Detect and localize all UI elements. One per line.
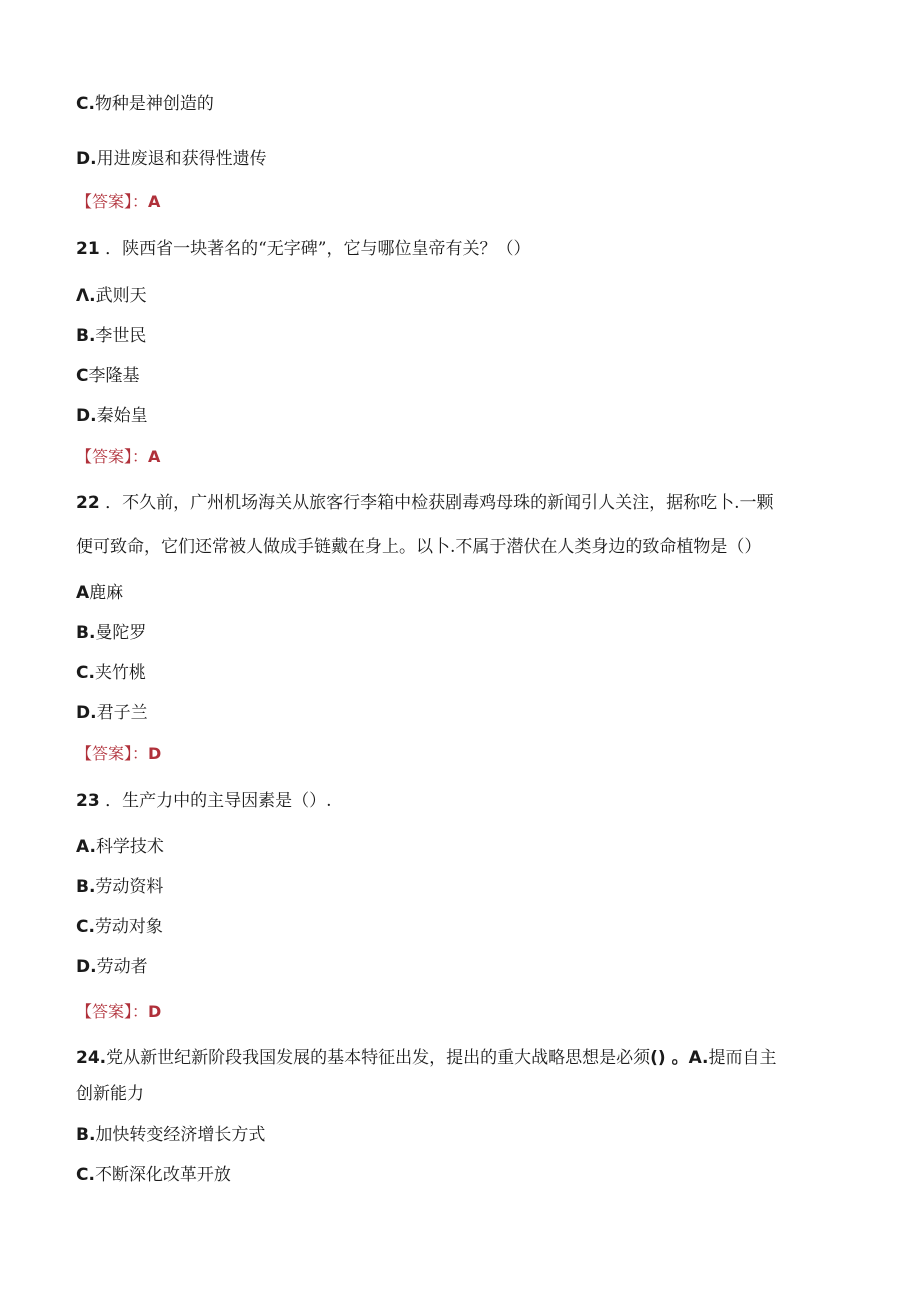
q23-option-d <box>76 955 860 979</box>
question-text: 党从新世纪新阶段我国发展的基本特征出发，提出的重大战略思想是必须 <box>106 1048 651 1068</box>
q22-question-line2 <box>76 535 860 559</box>
q21-answer <box>76 445 860 469</box>
q22-option-c <box>76 661 860 685</box>
answer-value: D <box>148 1002 162 1021</box>
option-prefix: C. <box>76 663 95 683</box>
answer-label: 【答案】： <box>76 447 149 466</box>
q21-option-d <box>76 404 860 428</box>
q23-answer <box>76 1000 860 1024</box>
option-prefix: B. <box>76 1125 96 1145</box>
option-text: 劳动资料 <box>95 877 164 897</box>
option-prefix: Λ. <box>76 286 96 306</box>
option-text: 曼陀罗 <box>95 623 147 643</box>
option-text: 加快转变经济增长方式 <box>95 1125 266 1145</box>
q20-answer <box>76 190 860 214</box>
answer-label: 【答案】： <box>76 192 149 211</box>
question-text: ．陕西省一块著名的“无字碑”，它与哪位皇帝有关？（） <box>105 239 531 259</box>
option-text: 用进废退和获得性遗传 <box>96 149 267 169</box>
q21-option-a <box>76 284 860 308</box>
option-prefix: B. <box>76 326 96 346</box>
option-text: 不断深化改革开放 <box>94 1165 231 1185</box>
q21-option-b <box>76 324 860 348</box>
option-text: 李隆基 <box>88 366 140 386</box>
q24-question-line2 <box>76 1082 860 1106</box>
option-prefix: B. <box>76 877 96 897</box>
option-prefix: C. <box>76 94 95 114</box>
q23-option-b <box>76 875 860 899</box>
option-text: 劳动对象 <box>94 917 163 937</box>
answer-value: A <box>148 447 161 466</box>
question-text: ．不久前，广州机场海关从旅客行李箱中检获剧毒鸡母珠的新闻引人关注，据称吃卜.一颗 <box>105 493 774 513</box>
q22-answer <box>76 742 860 766</box>
q23-option-a <box>76 835 860 859</box>
question-number: 23 <box>76 791 100 811</box>
option-text: 李世民 <box>95 326 147 346</box>
option-prefix: C. <box>76 917 95 937</box>
q24-question-line1 <box>76 1046 860 1070</box>
option-text: 科学技术 <box>95 837 164 857</box>
option-text: 武则天 <box>95 286 147 306</box>
option-text: 鹿麻 <box>89 583 124 603</box>
option-prefix: D. <box>76 149 97 169</box>
option-prefix: D. <box>76 703 97 723</box>
q20-option-c <box>76 92 860 116</box>
option-text: 物种是神创造的 <box>94 94 214 114</box>
q23-question <box>76 789 860 813</box>
q22-option-d <box>76 701 860 725</box>
q22-question-line1 <box>76 491 860 515</box>
option-prefix: D. <box>76 957 97 977</box>
option-text: 劳动者 <box>96 957 148 977</box>
answer-value: D <box>148 744 162 763</box>
option-a-text-continued: 创新能力 <box>76 1084 144 1104</box>
q24-option-b <box>76 1123 860 1147</box>
question-number: 21 <box>76 239 100 259</box>
q20-option-d <box>76 147 860 171</box>
paren-and-option-a: () 。A. <box>650 1048 709 1068</box>
option-prefix: D. <box>76 406 97 426</box>
option-prefix: C <box>76 366 89 386</box>
q23-option-c <box>76 915 860 939</box>
option-prefix: A. <box>76 837 96 857</box>
q24-option-c <box>76 1163 860 1187</box>
question-text: 便可致命，它们还常被人做成手链戴在身上。以卜.不属于潜伏在人类身边的致命植物是（） <box>76 537 762 557</box>
option-prefix: C. <box>76 1165 95 1185</box>
q21-question <box>76 237 860 261</box>
q22-option-a <box>76 581 860 605</box>
question-number: 24. <box>76 1048 107 1068</box>
answer-label: 【答案】： <box>76 1002 149 1021</box>
option-prefix: A <box>76 583 90 603</box>
q21-option-c <box>76 364 860 388</box>
option-prefix: B. <box>76 623 96 643</box>
option-a-text: 提而自主 <box>708 1048 777 1068</box>
answer-value: A <box>148 192 161 211</box>
option-text: 君子兰 <box>96 703 148 723</box>
question-number: 22 <box>76 493 100 513</box>
option-text: 秦始皇 <box>96 406 148 426</box>
option-text: 夹竹桃 <box>94 663 146 683</box>
question-text: ．生产力中的主导因素是（）. <box>105 791 332 811</box>
answer-label: 【答案】： <box>76 744 149 763</box>
q22-option-b <box>76 621 860 645</box>
